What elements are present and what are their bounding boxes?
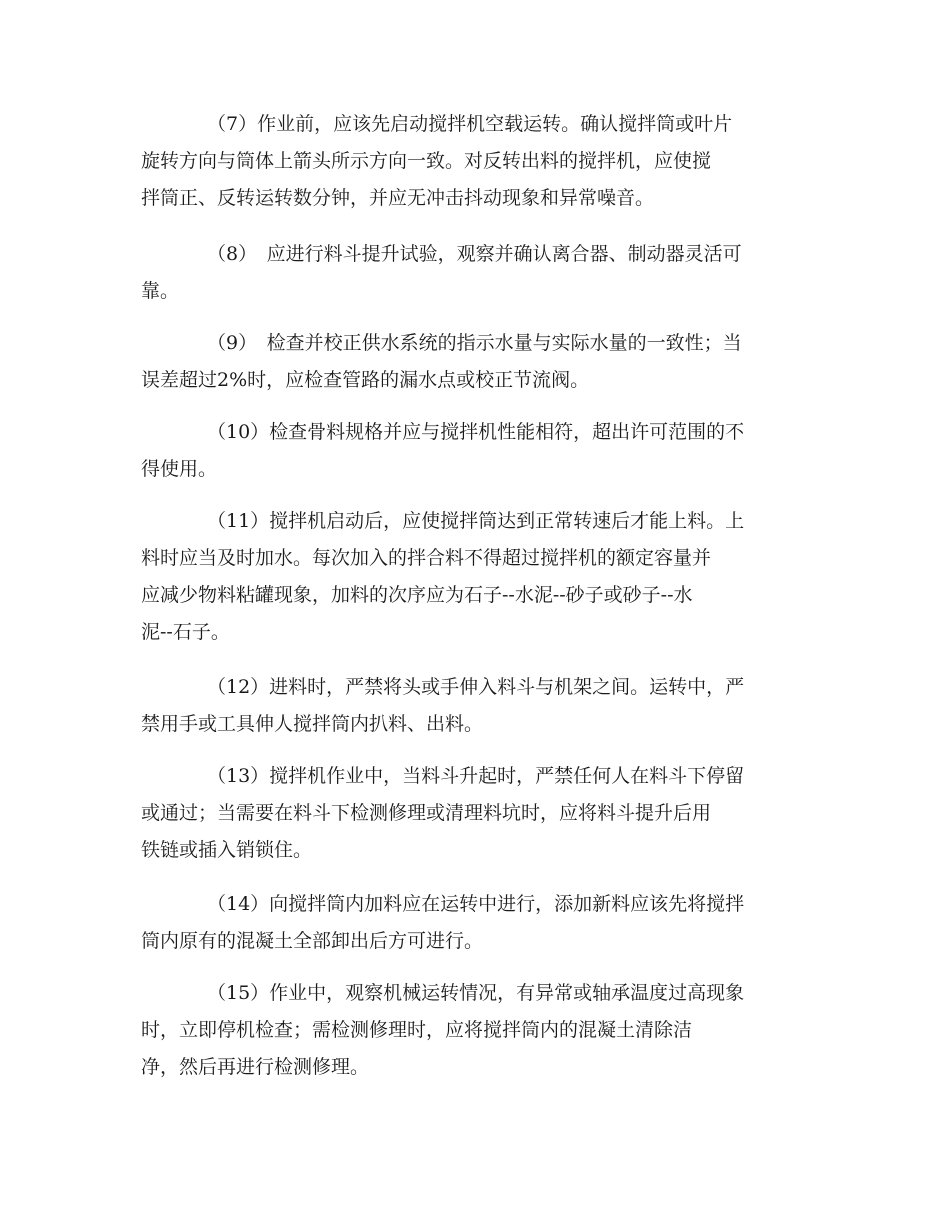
paragraph-line: （10）检查骨料规格并应与搅拌机性能相符，超出许可范围的不 <box>207 421 745 443</box>
paragraph-line: 误差超过2%时，应检查管路的漏水点或校正节流阀。 <box>141 369 590 391</box>
paragraph-14 <box>141 886 816 960</box>
paragraph-line: 或通过；当需要在料斗下检测修理或清理料坑时，应将料斗提升后用 <box>141 802 712 824</box>
paragraph-line: 靠。 <box>141 280 180 302</box>
paragraph-12 <box>141 669 816 743</box>
paragraph-7 <box>141 106 816 217</box>
paragraph-line: 拌筒正、反转运转数分钟，并应无冲击抖动现象和异常噪音。 <box>141 187 655 209</box>
paragraph-line: （13）搅拌机作业中，当料斗升起时，严禁任何人在料斗下停留 <box>207 765 745 787</box>
paragraph-line: 禁用手或工具伸人搅拌筒内扒料、出料。 <box>141 713 484 735</box>
paragraph-line: 料时应当及时加水。每次加入的拌合料不得超过搅拌机的额定容量并 <box>141 547 712 569</box>
paragraph-line: 应减少物料粘罐现象，加料的次序应为石子--水泥--砂子或砂子--水 <box>141 584 693 606</box>
paragraph-line: （9） 检查并校正供水系统的指示水量与实际水量的一致性；当 <box>207 332 742 354</box>
paragraph-13 <box>141 758 816 869</box>
paragraph-line: （8） 应进行料斗提升试验，观察并确认离合器、制动器灵活可 <box>207 243 742 265</box>
paragraph-line: 时，立即停机检查；需检测修理时，应将搅拌筒内的混凝土清除洁 <box>141 1019 693 1041</box>
paragraph-15 <box>141 975 816 1086</box>
paragraph-line: 泥--石子。 <box>141 621 230 643</box>
paragraph-line: 铁链或插入销锁住。 <box>141 839 313 861</box>
paragraph-8 <box>141 236 816 310</box>
paragraph-line: 净，然后再进行检测修理。 <box>141 1056 370 1078</box>
paragraph-line: 旋转方向与筒体上箭头所示方向一致。对反转出料的搅拌机，应使搅 <box>141 150 712 172</box>
paragraph-11 <box>141 503 816 651</box>
paragraph-line: 得使用。 <box>141 458 218 480</box>
paragraph-line: （14）向搅拌筒内加料应在运转中进行，添加新料应该先将搅拌 <box>207 893 745 915</box>
paragraph-line: （11）搅拌机启动后，应使搅拌筒达到正常转速后才能上料。上 <box>207 510 745 532</box>
paragraph-10 <box>141 414 816 488</box>
paragraph-line: 筒内原有的混凝土全部卸出后方可进行。 <box>141 930 484 952</box>
paragraph-line: （12）进料时，严禁将头或手伸入料斗与机架之间。运转中，严 <box>207 676 745 698</box>
paragraph-line: （7）作业前，应该先启动搅拌机空载运转。确认搅拌筒或叶片 <box>207 113 733 135</box>
paragraph-9 <box>141 325 816 399</box>
paragraph-line: （15）作业中，观察机械运转情况，有异常或轴承温度过高现象 <box>207 982 745 1004</box>
